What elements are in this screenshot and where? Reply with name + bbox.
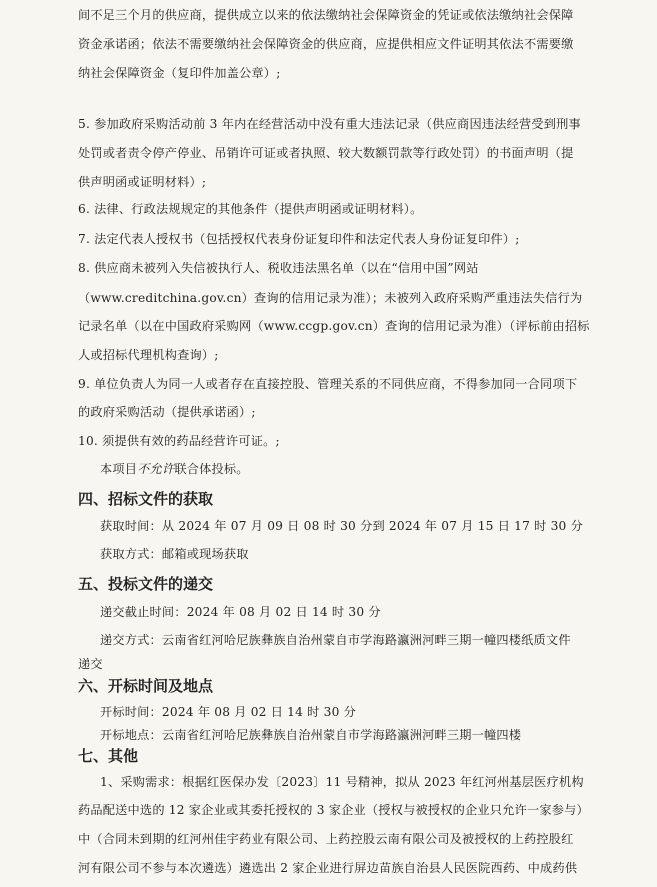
- text-line: 递交截止时间：2024 年 08 月 02 日 14 时 30 分: [100, 605, 381, 619]
- text-line: 纳社会保障资金（复印件加盖公章）;: [78, 66, 281, 80]
- text-line: 递交方式：云南省红河哈尼族彝族自治州蒙自市学海路瀛洲河畔三期一幢四楼纸质文件: [100, 633, 571, 647]
- text-line: （www.creditchina.gov.cn）查询的信用记录为准）；未被列入政府采购严重违法失信行为: [78, 291, 583, 305]
- text-line: 获取时间：从 2024 年 07 月 09 日 08 时 30 分到 2024 年 07 月 15 日 17 时 30 分: [100, 519, 583, 533]
- text-line: 资金承诺函；依法不需要缴纳社会保障资金的供应商，应提供相应文件证明其依法不需要缴: [78, 37, 574, 51]
- text-line: 递交: [78, 657, 103, 671]
- text-line: 1、采购需求：根据红医保办发〔2023〕11 号精神，拟从 2023 年红河州基层医疗机构: [100, 775, 584, 789]
- text-line: 开标地点：云南省红河哈尼族彝族自治州蒙自市学海路瀛洲河畔三期一幢四楼: [100, 728, 522, 742]
- text-line: 供声明函或证明材料）;: [78, 175, 207, 189]
- text-line: 的政府采购活动（提供承诺函）;: [78, 405, 256, 419]
- section-heading: 四、招标文件的获取: [78, 490, 214, 508]
- text-line: 8. 供应商未被列入失信被执行人、税收违法黑名单（以在“信用中国”网站: [78, 261, 479, 275]
- text-line: 开标时间：2024 年 08 月 02 日 14 时 30 分: [100, 705, 356, 719]
- text-line: 记录名单（以在中国政府采购网（www.ccgp.gov.cn）查询的信用记录为准）（评标前由招标: [78, 319, 590, 333]
- text-line: 6. 法律、行政法规规定的其他条件（提供声明函或证明材料）。: [78, 202, 423, 216]
- text-line: 获取方式：邮箱或现场获取: [100, 547, 249, 561]
- text-line: 7. 法定代表人授权书（包括授权代表身份证复印件和法定代表人身份证复印件）;: [78, 232, 520, 246]
- text-line: 10. 须提供有效的药品经营许可证。;: [78, 434, 280, 448]
- section-heading: 七、其他: [78, 747, 139, 765]
- section-heading: 六、开标时间及地点: [78, 677, 214, 695]
- section-heading: 五、投标文件的递交: [78, 575, 214, 593]
- text-line: 5. 参加政府采购活动前 3 年内在经营活动中没有重大违法记录（供应商因违法经营受到刑事: [78, 117, 581, 131]
- text-line: 处罚或者责令停产停业、吊销许可证或者执照、较大数额罚款等行政处罚）的书面声明（提: [78, 146, 574, 160]
- consortium-note: 本项目不允许联合体投标。: [100, 462, 249, 476]
- text-line: 9. 单位负责人为同一人或者存在直接控股、管理关系的不同供应商，不得参加同一合同项下: [78, 377, 578, 391]
- text-line: 人或招标代理机构查询）;: [78, 348, 219, 362]
- text-line: 药品配送中选的 12 家企业或其委托授权的 3 家企业（授权与被授权的企业只允许一家参与）: [78, 803, 589, 817]
- text-line: 中（合同未到期的红河州佳宇药业有限公司、上药控股云南有限公司及被授权的上药控股红: [78, 832, 574, 846]
- text-line: 间不足三个月的供应商，提供成立以来的依法缴纳社会保障资金的凭证或依法缴纳社会保障: [78, 8, 574, 22]
- text-line: 河有限公司不参与本次遴选）遴选出 2 家企业进行屏边苗族自治县人民医院西药、中成药供: [78, 861, 578, 875]
